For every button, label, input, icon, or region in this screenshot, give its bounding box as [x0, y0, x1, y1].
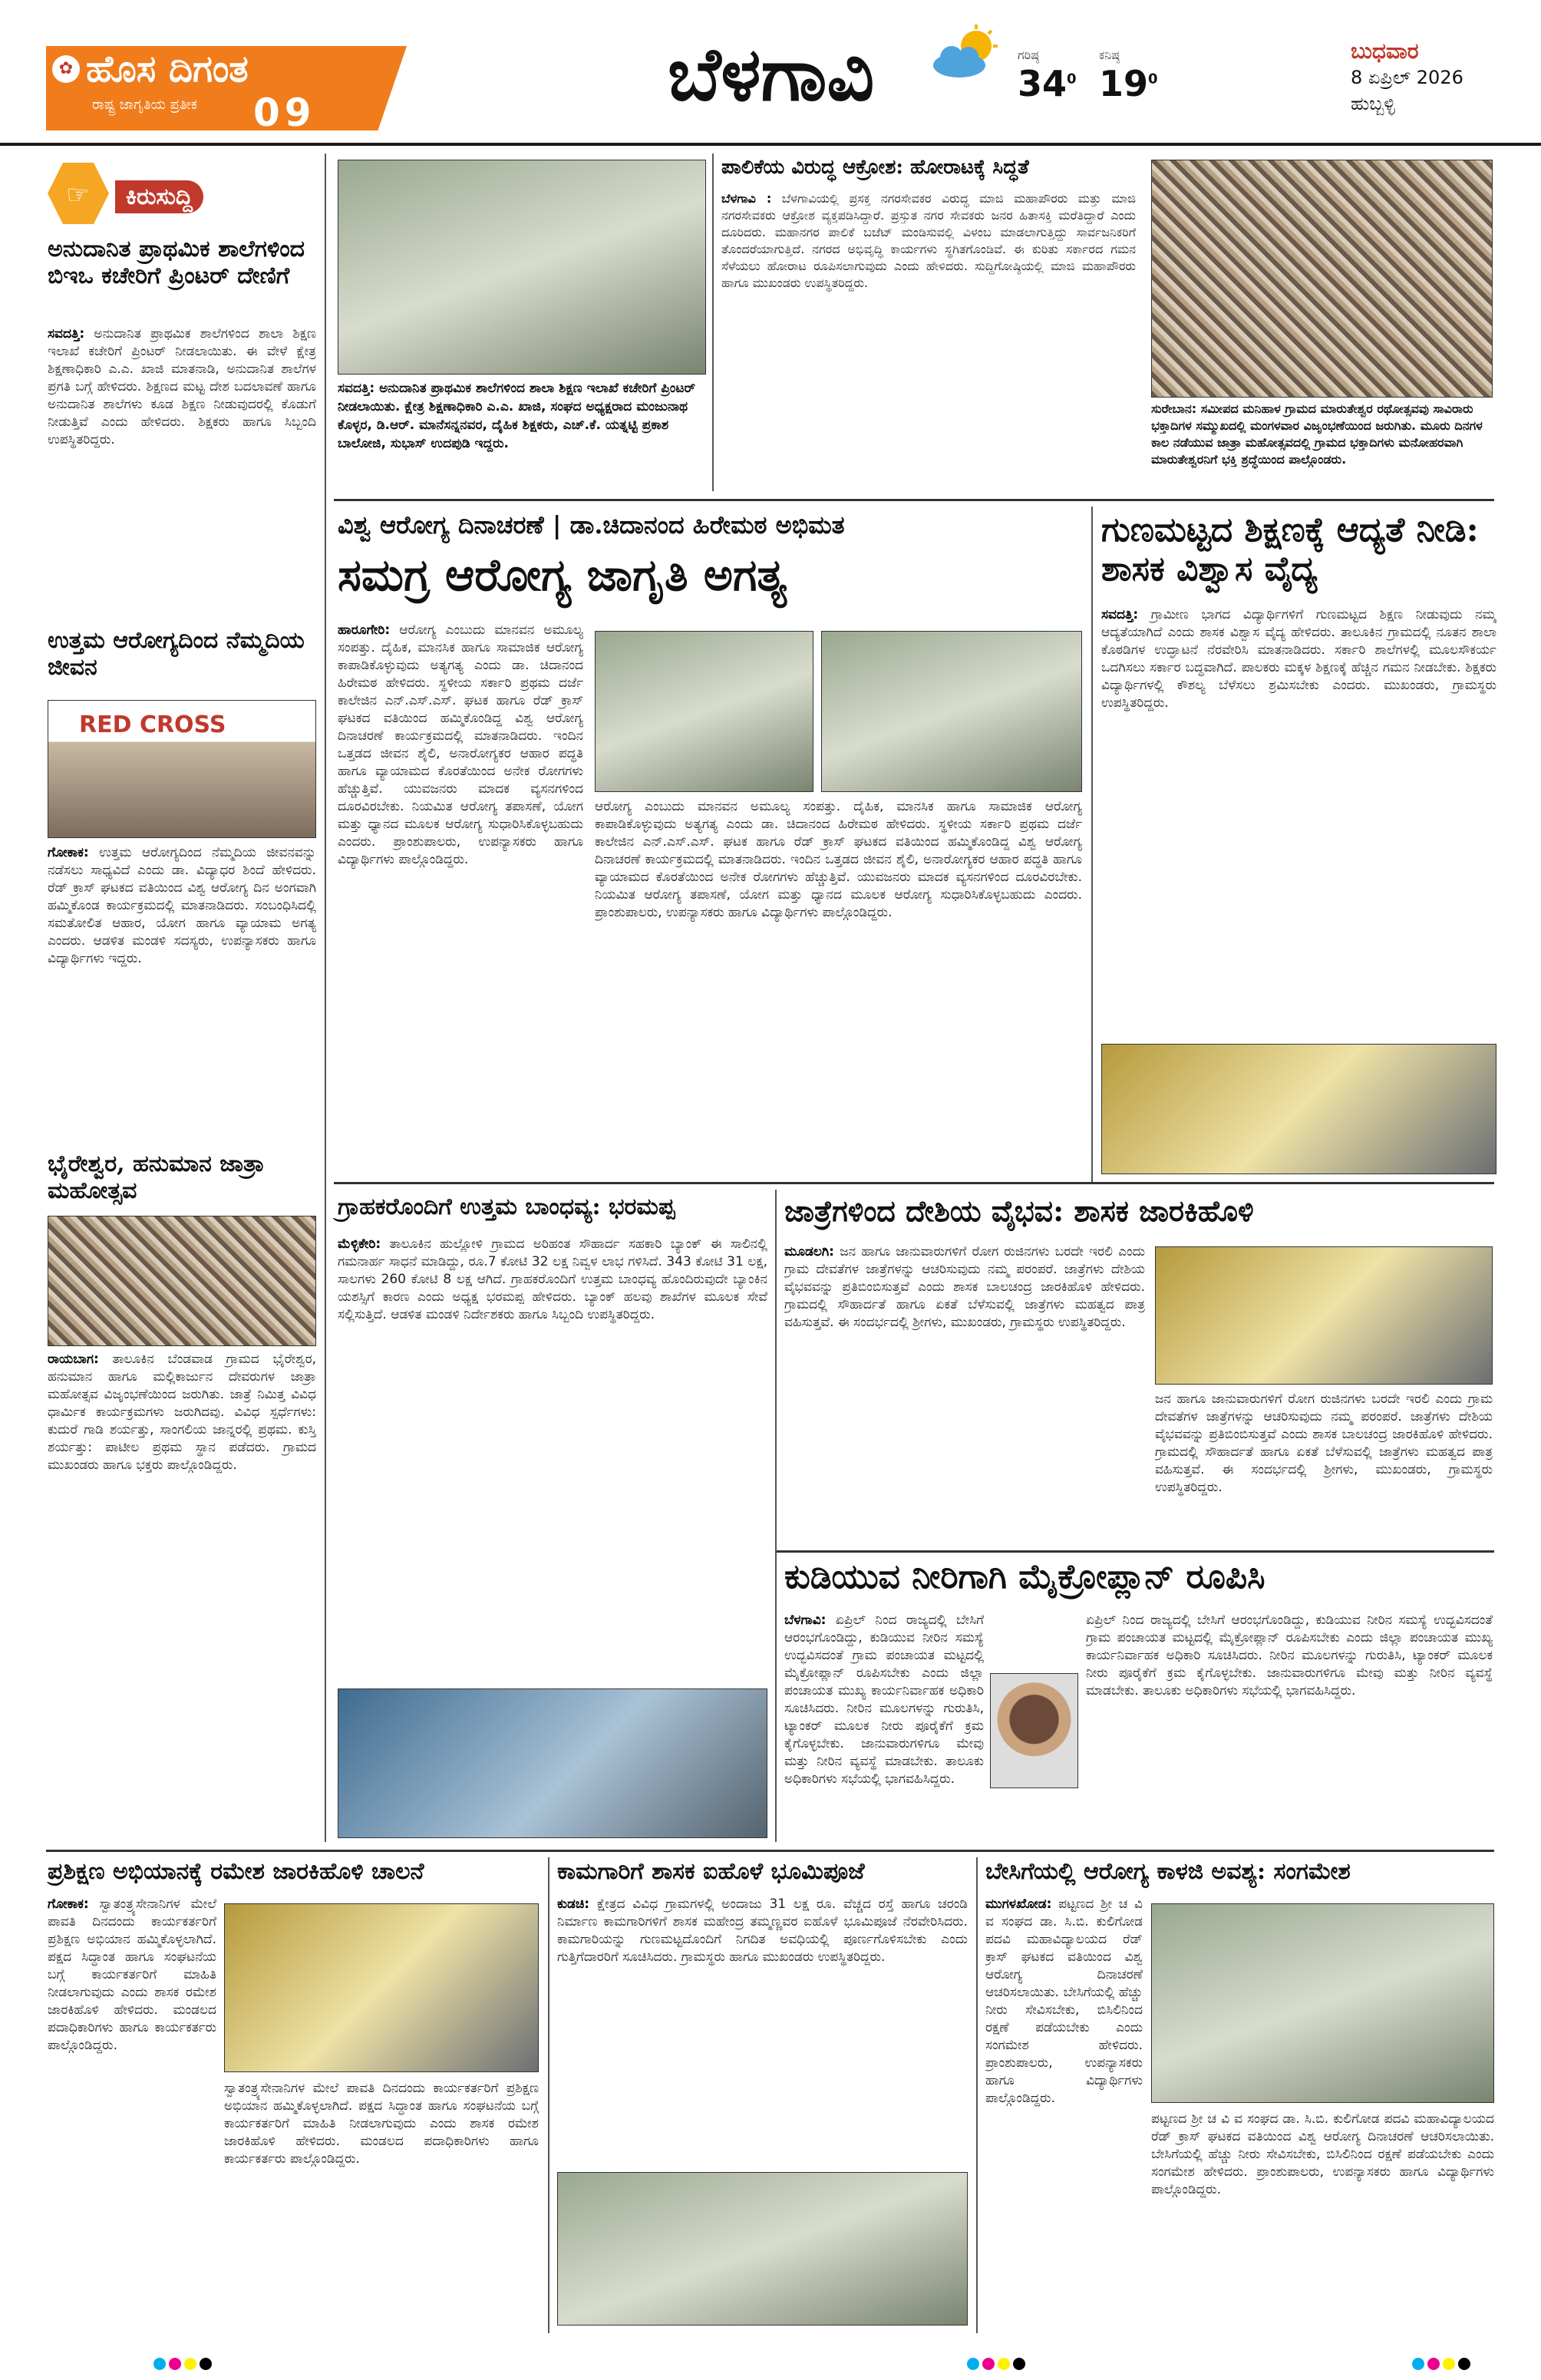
jatre-photo-small [48, 1216, 316, 1346]
water-portrait-photo [990, 1673, 1078, 1788]
brief-2-title: ಉತ್ತಮ ಆರೋಗ್ಯದಿಂದ ನೆಮ್ಮದಿಯ ಜೀವನ [48, 627, 305, 681]
paper-tagline: ರಾಷ್ಟ್ರ ಜಾಗೃತಿಯ ಪ್ರತೀಕ [92, 97, 197, 113]
culture-title: ಜಾತ್ರೆಗಳಿಂದ ದೇಶಿಯ ವೈಭವ: ಶಾಸಕ ಜಾರಕಿಹೊಳಿ [784, 1193, 1254, 1228]
row-divider-4 [46, 1850, 1494, 1852]
max-temp-label: ಗರಿಷ್ಠ [1018, 48, 1039, 62]
row-divider-2 [334, 1182, 1494, 1184]
health-kicker: ವಿಶ್ವ ಆರೋಗ್ಯ ದಿನಾಚರಣೆ | ಡಾ.ಚಿದಾನಂದ ಹಿರೇಮಠ ಅಭಿಮತ [338, 510, 845, 540]
summer-photo [1151, 1903, 1494, 2103]
brief-3-dateline: ರಾಯಬಾಗ: [48, 1352, 99, 1367]
health-dateline: ಹಾರೂಗೇರಿ: [338, 622, 391, 638]
health-body-a [338, 622, 583, 1174]
culture-text: ಜನ ಹಾಗೂ ಜಾನುವಾರುಗಳಿಗೆ ರೋಗ ರುಜಿನಗಳು ಬರದೇ ಇರಲಿ ಎಂದು ಗ್ರಾಮ ದೇವತೆಗಳ ಜಾತ್ರೆಗಳನ್ನು ಆಚರಿಸುವುದು ನಮ್ಮ ಪರಂಪರೆ. ಜಾತ್ರೆಗಳು ದೇಶಿಯ ವೈಭವವನ್ನು ಪ್ರತಿಬಿಂಬಿಸುತ್ತವೆ ಎಂದು ಶಾಸಕ ಬಾಲಚಂದ್ರ ಜಾರಕಿಹೊಳಿ ಹೇಳಿದರು. ಗ್ರಾಮದಲ್ಲಿ ಸೌಹಾರ್ದತೆ ಹಾಗೂ ಏಕತೆ ಬೆಳೆಸುವಲ್ಲಿ ಜಾತ್ರೆಗಳು ಮಹತ್ವದ ಪಾತ್ರ ವಹಿಸುತ್ತವೆ. ಈ ಸಂದರ್ಭದಲ್ಲಿ ಶ್ರೀಗಳು, ಮುಖಂಡರು, ಗ್ರಾಮಸ್ಥರು ಉಪಸ್ಥಿತರಿದ್ದರು. [784, 1244, 1145, 1330]
works-dateline: ಕುಡಚಿ: [557, 1896, 590, 1912]
row-divider-1 [334, 499, 1494, 501]
brief-3-title: ಭೈರೇಶ್ವರ, ಹನುಮಾನ ಜಾತ್ರಾ ಮಹೋತ್ಸವ [48, 1150, 265, 1204]
works-body [557, 1896, 968, 2164]
max-temp: 34 [1018, 63, 1067, 104]
culture-text-cont: ಜನ ಹಾಗೂ ಜಾನುವಾರುಗಳಿಗೆ ರೋಗ ರುಜಿನಗಳು ಬರದೇ ಇರಲಿ ಎಂದು ಗ್ರಾಮ ದೇವತೆಗಳ ಜಾತ್ರೆಗಳನ್ನು ಆಚರಿಸುವುದು ನಮ್ಮ ಪರಂಪರೆ. ಜಾತ್ರೆಗಳು ದೇಶಿಯ ವೈಭವವನ್ನು ಪ್ರತಿಬಿಂಬಿಸುತ್ತವೆ ಎಂದು ಶಾಸಕ ಬಾಲಚಂದ್ರ ಜಾರಕಿಹೊಳಿ ಹೇಳಿದರು. ಗ್ರಾಮದಲ್ಲಿ ಸೌಹಾರ್ದತೆ ಹಾಗೂ ಏಕತೆ ಬೆಳೆಸುವಲ್ಲಿ ಜಾತ್ರೆಗಳು ಮಹತ್ವದ ಪಾತ್ರ ವಹಿಸುತ್ತವೆ. ಈ ಸಂದರ್ಭದಲ್ಲಿ ಶ್ರೀಗಳು, ಮುಖಂಡರು, ಗ್ರಾಮಸ್ಥರು ಉಪಸ್ಥಿತರಿದ್ದರು. [1155, 1391, 1493, 1495]
masthead [0, 0, 1541, 146]
health-text: ಆರೋಗ್ಯ ಎಂಬುದು ಮಾನವನ ಅಮೂಲ್ಯ ಸಂಪತ್ತು. ದೈಹಿಕ, ಮಾನಸಿಕ ಹಾಗೂ ಸಾಮಾಜಿಕ ಆರೋಗ್ಯ ಕಾಪಾಡಿಕೊಳ್ಳುವುದು ಅತ್ಯಗತ್ಯ ಎಂದು ಡಾ. ಚಿದಾನಂದ ಹಿರೇಮಠ ಹೇಳಿದರು. ಸ್ಥಳೀಯ ಸರ್ಕಾರಿ ಪ್ರಥಮ ದರ್ಜೆ ಕಾಲೇಜಿನ ಎನ್.ಎಸ್.ಎಸ್. ಘಟಕ ಹಾಗೂ ರೆಡ್ ಕ್ರಾಸ್ ಘಟಕದ ವತಿಯಿಂದ ಹಮ್ಮಿಕೊಂಡಿದ್ದ ವಿಶ್ವ ಆರೋಗ್ಯ ದಿನಾಚರಣೆ ಕಾರ್ಯಕ್ರಮದಲ್ಲಿ ಮಾತನಾಡಿದರು. ಇಂದಿನ ಒತ್ತಡದ ಜೀವನ ಶೈಲಿ, ಅನಾರೋಗ್ಯಕರ ಆಹಾರ ಪದ್ಧತಿ ಹಾಗೂ ವ್ಯಾಯಾಮದ ಕೊರತೆಯಿಂದ ಅನೇಕ ರೋಗಗಳು ಹೆಚ್ಚುತ್ತಿವೆ. ಯುವಜನರು ಮಾದಕ ವ್ಯಸನಗಳಿಂದ ದೂರವಿರಬೇಕು. ನಿಯಮಿತ ಆರೋಗ್ಯ ತಪಾಸಣೆ, ಯೋಗ ಮತ್ತು ಧ್ಯಾನದ ಮೂಲಕ ಆರೋಗ್ಯ ಸುಧಾರಿಸಿಕೊಳ್ಳಬಹುದು ಎಂದರು. ಪ್ರಾಂಶುಪಾಲರು, ಉಪನ್ಯಾಸಕರು ಹಾಗೂ ವಿದ್ಯಾರ್ಥಿಗಳು ಪಾಲ್ಗೊಂಡಿದ್ದರು. [338, 622, 583, 867]
customer-divider [775, 1190, 777, 1842]
red-cross-photo [48, 700, 316, 838]
customer-body [338, 1236, 767, 1681]
bottom-divider-1 [548, 1857, 549, 2333]
water-text-cont: ಏಪ್ರಿಲ್ ನಿಂದ ರಾಜ್ಯದಲ್ಲಿ ಬೇಸಿಗೆ ಆರಂಭಗೊಂಡಿದ್ದು, ಕುಡಿಯುವ ನೀರಿನ ಸಮಸ್ಯೆ ಉದ್ಭವಿಸದಂತೆ ಗ್ರಾಮ ಪಂಚಾಯತ ಮಟ್ಟದಲ್ಲಿ ಮೈಕ್ರೋಪ್ಲಾನ್ ರೂಪಿಸಬೇಕು ಎಂದು ಜಿಲ್ಲಾ ಪಂಚಾಯತ ಮುಖ್ಯ ಕಾರ್ಯನಿರ್ವಾಹಕ ಅಧಿಕಾರಿ ಸೂಚಿಸಿದರು. ನೀರಿನ ಮೂಲಗಳನ್ನು ಗುರುತಿಸಿ, ಟ್ಯಾಂಕರ್ ಮೂಲಕ ನೀರು ಪೂರೈಕೆಗೆ ಕ್ರಮ ಕೈಗೊಳ್ಳಬೇಕು. ಜಾನುವಾರುಗಳಿಗೂ ಮೇವು ಮತ್ತು ನೀರಿನ ವ್ಯವಸ್ಥೆ ಮಾಡಬೇಕು. ತಾಲೂಕು ಅಧಿಕಾರಿಗಳು ಸಭೆಯಲ್ಲಿ ಭಾಗವಹಿಸಿದ್ದರು. [1086, 1613, 1493, 1698]
quality-dateline: ಸವದತ್ತಿ: [1101, 607, 1139, 622]
top-mid-divider [712, 153, 714, 491]
palike-text: ಬೆಳಗಾವಿಯಲ್ಲಿ ಪ್ರಸಕ್ತ ನಗರಸೇವಕರ ವಿರುದ್ಧ ಮಾಜಿ ಮಹಾಪೌರರು ಮತ್ತು ಮಾಜಿ ನಗರಸೇವಕರು ಆಕ್ರೋಶ ವ್ಯಕ್ತಪಡಿಸಿದ್ದಾರೆ. ಪ್ರಸ್ತುತ ನಗರ ಸೇವಕರು ಜನರ ಹಿತಾಸಕ್ತಿ ಮರೆತಿದ್ದಾರೆ ಎಂದು ದೂರಿದರು. ಮಹಾನಗರ ಪಾಲಿಕೆ ಬಜೆಟ್ ಮಂಡಿಸುವಲ್ಲಿ ವಿಳಂಬ ಮಾಡಲಾಗುತ್ತಿದ್ದು ಸಾರ್ವಜನಿಕರಿಗೆ ತೊಂದರೆಯಾಗುತ್ತಿದೆ. ನಗರದ ಅಭಿವೃದ್ಧಿ ಕಾರ್ಯಗಳು ಸ್ಥಗಿತಗೊಂಡಿವೆ. ಈ ಕುರಿತು ಸರ್ಕಾರದ ಗಮನ ಸೆಳೆಯಲು ಹೋರಾಟ ರೂಪಿಸಲಾಗುವುದು ಎಂದು ಹೇಳಿದರು. ಸುದ್ದಿಗೋಷ್ಠಿಯಲ್ಲಿ ಮಾಜಿ ಮಹಾಪೌರರು ಹಾಗೂ ಮುಖಂಡರು ಉಪಸ್ಥಿತರಿದ್ದರು. [721, 191, 1136, 290]
registration-marks-left [153, 2358, 215, 2373]
culture-body-b [1155, 1391, 1493, 1544]
brief-3-body [48, 1351, 316, 1842]
min-temp-label: ಕನಿಷ್ಠ [1099, 48, 1120, 62]
quality-text: ಗ್ರಾಮೀಣ ಭಾಗದ ವಿದ್ಯಾರ್ಥಿಗಳಿಗೆ ಗುಣಮಟ್ಟದ ಶಿಕ್ಷಣ ನೀಡುವುದು ನಮ್ಮ ಆದ್ಯತೆಯಾಗಿದೆ ಎಂದು ಶಾಸಕ ವಿಶ್ವಾಸ ವೈದ್ಯ ಹೇಳಿದರು. ತಾಲೂಕಿನ ಗ್ರಾಮದಲ್ಲಿ ನೂತನ ಶಾಲಾ ಕೊಠಡಿಗಳ ಉದ್ಘಾಟನೆ ನೆರವೇರಿಸಿ ಮಾತನಾಡಿದರು. ಸರ್ಕಾರಿ ಶಾಲೆಗಳಲ್ಲಿ ಮೂಲಸೌಕರ್ಯ ಒದಗಿಸಲು ಸರ್ಕಾರ ಬದ್ಧವಾಗಿದೆ. ಪಾಲಕರು ಮಕ್ಕಳ ಶಿಕ್ಷಣಕ್ಕೆ ಹೆಚ್ಚಿನ ಗಮನ ನೀಡಬೇಕು. ಶಿಕ್ಷಕರು ವಿದ್ಯಾರ್ಥಿಗಳಲ್ಲಿ ಕೌಶಲ್ಯ ಬೆಳೆಸಲು ಶ್ರಮಿಸಬೇಕು ಎಂದರು. ಮುಖಂಡರು, ಗ್ರಾಮಸ್ಥರು ಉಪಸ್ಥಿತರಿದ್ದರು. [1101, 607, 1496, 711]
pointing-hand-icon: ☞ [66, 180, 90, 210]
row-divider-3 [777, 1550, 1494, 1553]
customer-title: ಗ್ರಾಹಕರೊಂದಿಗೆ ಉತ್ತಮ ಬಾಂಧವ್ಯ: ಭರಮಪ್ಪ [338, 1193, 675, 1220]
training-photo [224, 1903, 539, 2072]
brief-2-dateline: ಗೋಕಾಕ: [48, 845, 89, 860]
training-text: ಸ್ವಾತಂತ್ರ್ಯಸೇನಾನಿಗಳ ಮೇಲೆ ಪಾವತಿ ದಿನದಂದು ಕಾರ್ಯಕರ್ತರಿಗೆ ಪ್ರಶಿಕ್ಷಣ ಅಭಿಯಾನ ಹಮ್ಮಿಕೊಳ್ಳಲಾಗಿದೆ. ಪಕ್ಷದ ಸಿದ್ಧಾಂತ ಹಾಗೂ ಸಂಘಟನೆಯ ಬಗ್ಗೆ ಕಾರ್ಯಕರ್ತರಿಗೆ ಮಾಹಿತಿ ನೀಡಲಾಗುವುದು ಎಂದು ಶಾಸಕ ರಮೇಶ ಜಾರಕಿಹೊಳಿ ಹೇಳಿದರು. ಮಂಡಲದ ಪದಾಧಿಕಾರಿಗಳು ಹಾಗೂ ಕಾರ್ಯಕರ್ತರು ಪಾಲ್ಗೊಂಡಿದ್ದರು. [48, 1896, 216, 2053]
brief-1-text: ಅನುದಾನಿತ ಪ್ರಾಥಮಿಕ ಶಾಲೆಗಳಿಂದ ಶಾಲಾ ಶಿಕ್ಷಣ ಇಲಾಖೆ ಕಚೇರಿಗೆ ಪ್ರಿಂಟರ್ ನೀಡಲಾಯಿತು. ಈ ವೇಳೆ ಕ್ಷೇತ್ರ ಶಿಕ್ಷಣಾಧಿಕಾರಿ ಎ.ಎ. ಖಾಜಿ ಮಾತನಾಡಿ, ಅನುದಾನಿತ ಶಾಲೆಗಳ ಪ್ರಗತಿ ಬಗ್ಗೆ ಹೇಳಿದರು. ಶಿಕ್ಷಣದ ಮಟ್ಟ ದೇಶ ಬದಲಾವಣೆ ಹಾಗೂ ಅನುದಾನಿತ ಶಾಲೆಗಳು ಕೂಡ ಶಿಕ್ಷಣ ನೀಡುವುದರಲ್ಲಿ ಕೊಡುಗೆ ನೀಡುತ್ತಿವೆ ಎಂದು ಹೇಳಿದರು. ಶಿಕ್ಷಕರು ಹಾಗೂ ಸಿಬ್ಬಂದಿ ಉಪಸ್ಥಿತರಿದ್ದರು. [48, 326, 316, 447]
edition-city: ಬೆಳಗಾವಿ [668, 31, 875, 117]
health-text-cont: ಆರೋಗ್ಯ ಎಂಬುದು ಮಾನವನ ಅಮೂಲ್ಯ ಸಂಪತ್ತು. ದೈಹಿಕ, ಮಾನಸಿಕ ಹಾಗೂ ಸಾಮಾಜಿಕ ಆರೋಗ್ಯ ಕಾಪಾಡಿಕೊಳ್ಳುವುದು ಅತ್ಯಗತ್ಯ ಎಂದು ಡಾ. ಚಿದಾನಂದ ಹಿರೇಮಠ ಹೇಳಿದರು. ಸ್ಥಳೀಯ ಸರ್ಕಾರಿ ಪ್ರಥಮ ದರ್ಜೆ ಕಾಲೇಜಿನ ಎನ್.ಎಸ್.ಎಸ್. ಘಟಕ ಹಾಗೂ ರೆಡ್ ಕ್ರಾಸ್ ಘಟಕದ ವತಿಯಿಂದ ಹಮ್ಮಿಕೊಂಡಿದ್ದ ವಿಶ್ವ ಆರೋಗ್ಯ ದಿನಾಚರಣೆ ಕಾರ್ಯಕ್ರಮದಲ್ಲಿ ಮಾತನಾಡಿದರು. ಇಂದಿನ ಒತ್ತಡದ ಜೀವನ ಶೈಲಿ, ಅನಾರೋಗ್ಯಕರ ಆಹಾರ ಪದ್ಧತಿ ಹಾಗೂ ವ್ಯಾಯಾಮದ ಕೊರತೆಯಿಂದ ಅನೇಕ ರೋಗಗಳು ಹೆಚ್ಚುತ್ತಿವೆ. ಯುವಜನರು ಮಾದಕ ವ್ಯಸನಗಳಿಂದ ದೂರವಿರಬೇಕು. ನಿಯಮಿತ ಆರೋಗ್ಯ ತಪಾಸಣೆ, ಯೋಗ ಮತ್ತು ಧ್ಯಾನದ ಮೂಲಕ ಆರೋಗ್ಯ ಸುಧಾರಿಸಿಕೊಳ್ಳಬಹುದು ಎಂದರು. ಪ್ರಾಂಶುಪಾಲರು, ಉಪನ್ಯಾಸಕರು ಹಾಗೂ ವಿದ್ಯಾರ್ಥಿಗಳು ಪಾಲ್ಗೊಂಡಿದ್ದರು. [595, 799, 1082, 920]
training-text-cont: ಸ್ವಾತಂತ್ರ್ಯಸೇನಾನಿಗಳ ಮೇಲೆ ಪಾವತಿ ದಿನದಂದು ಕಾರ್ಯಕರ್ತರಿಗೆ ಪ್ರಶಿಕ್ಷಣ ಅಭಿಯಾನ ಹಮ್ಮಿಕೊಳ್ಳಲಾಗಿದೆ. ಪಕ್ಷದ ಸಿದ್ಧಾಂತ ಹಾಗೂ ಸಂಘಟನೆಯ ಬಗ್ಗೆ ಕಾರ್ಯಕರ್ತರಿಗೆ ಮಾಹಿತಿ ನೀಡಲಾಗುವುದು ಎಂದು ಶಾಸಕ ರಮೇಶ ಜಾರಕಿಹೊಳಿ ಹೇಳಿದರು. ಮಂಡಲದ ಪದಾಧಿಕಾರಿಗಳು ಹಾಗೂ ಕಾರ್ಯಕರ್ತರು ಪಾಲ್ಗೊಂಡಿದ್ದರು. [224, 2081, 539, 2167]
health-photo-speaker [595, 631, 813, 792]
temperature: ಗರಿಷ್ಠ $34^0$ ಕನಿಷ್ಠ $19^0$ [1018, 48, 1171, 104]
palike-body [721, 190, 1136, 490]
weekday: ಬುಧವಾರ [1351, 38, 1419, 64]
chariot-festival-photo [1151, 160, 1493, 398]
training-body-a [48, 1896, 216, 2326]
chariot-festival-caption: ಸುರೇಬಾನ: ಸಮೀಪದ ಮನಿಹಾಳ ಗ್ರಾಮದ ಮಾರುತೇಶ್ವರ ರಥೋತ್ಸವವು ಸಾವಿರಾರು ಭಕ್ತಾದಿಗಳ ಸಮ್ಮುಖದಲ್ಲಿ ಮಂಗಳವಾರ ವಿಜೃಂಭಣೆಯಿಂದ ಜರುಗಿತು. ಮೂರು ದಿನಗಳ ಕಾಲ ನಡೆಯುವ ಜಾತ್ರಾ ಮಹೋತ್ಸವದಲ್ಲಿ ಗ್ರಾಮದ ಭಕ್ತಾದಿಗಳು ಮನೋಹರವಾಗಿ ಮಾರುತೇಶ್ವರನಿಗೆ ಭಕ್ತಿ ಶ್ರದ್ಧೆಯಿಂದ ಪಾಲ್ಗೊಂಡರು. [1151, 401, 1493, 493]
customer-dateline: ಮೆಳ್ಳಿಕೇರಿ: [338, 1236, 381, 1252]
printer-donation-photo [338, 160, 706, 375]
water-body-a [784, 1612, 984, 1842]
summer-body-b [1151, 2111, 1494, 2326]
summer-title: ಬೇಸಿಗೆಯಲ್ಲಿ ಆರೋಗ್ಯ ಕಾಳಜಿ ಅವಶ್ಯ: ಸಂಗಮೇಶ [985, 1858, 1351, 1885]
paper-name: ಹೊಸ ದಿಗಂತ [86, 48, 249, 91]
quality-body [1101, 606, 1496, 1036]
kirusuddi-label: ಕಿರುಸುದ್ದಿ [115, 180, 203, 213]
health-body-b [595, 798, 1082, 1174]
registration-marks-center [967, 2358, 1028, 2373]
dateline-block [1351, 38, 1463, 117]
health-photo-guests [821, 631, 1082, 792]
works-text: ಕ್ಷೇತ್ರದ ವಿವಿಧ ಗ್ರಾಮಗಳಲ್ಲಿ ಅಂದಾಜು 31 ಲಕ್ಷ ರೂ. ವೆಚ್ಚದ ರಸ್ತೆ ಹಾಗೂ ಚರಂಡಿ ನಿರ್ಮಾಣ ಕಾಮಗಾರಿಗಳಿಗೆ ಶಾಸಕ ಮಹೇಂದ್ರ ತಮ್ಮಣ್ಣವರ ಐಹೊಳೆ ಭೂಮಿಪೂಜೆ ನೆರವೇರಿಸಿದರು. ಕಾಮಗಾರಿಯನ್ನು ಗುಣಮಟ್ಟದೊಂದಿಗೆ ನಿಗದಿತ ಅವಧಿಯಲ್ಲಿ ಪೂರ್ಣಗೊಳಿಸಬೇಕು ಎಂದು ಗುತ್ತಿಗೆದಾರರಿಗೆ ಸೂಚಿಸಿದರು. ಗ್ರಾಮಸ್ಥರು ಹಾಗೂ ಮುಖಂಡರು ಉಪಸ್ಥಿತರಿದ್ದರು. [557, 1896, 968, 1965]
palike-dateline: ಬೆಳಗಾವಿ : [721, 191, 772, 206]
partly-cloudy-icon [921, 23, 1013, 84]
brief-3-text: ತಾಲೂಕಿನ ಬೆಂಡವಾಡ ಗ್ರಾಮದ ಭೈರೇಶ್ವರ, ಹನುಮಾನ ಹಾಗೂ ಮಲ್ಲಿಕಾರ್ಜುನ ದೇವರುಗಳ ಜಾತ್ರಾ ಮಹೋತ್ಸವ ವಿಜೃಂಭಣೆಯಿಂದ ಜರುಗಿತು. ಜಾತ್ರೆ ನಿಮಿತ್ತ ವಿವಿಧ ಧಾರ್ಮಿಕ ಕಾರ್ಯಕ್ರಮಗಳು ಜರುಗಿದವು. ವಿವಿಧ ಸ್ಪರ್ಧೆಗಳು: ಕುದುರೆ ಗಾಡಿ ಶರ್ಯತ್ತು, ಸಾಂಗಲಿಯ ಜಾನ್ನರಲ್ಲಿ ಪ್ರಥಮ. ಕುಸ್ತಿ ಶರ್ಯತ್ತು: ಪಾಟೀಲ ಪ್ರಥಮ ಸ್ಥಾನ ಪಡೆದರು. ಗ್ರಾಮದ ಮುಖಂಡರು ಹಾಗೂ ಭಕ್ತರು ಪಾಲ್ಗೊಂಡಿದ್ದರು. [48, 1352, 316, 1473]
training-dateline: ಗೋಕಾಕ: [48, 1896, 89, 1912]
brief-1-body [48, 325, 316, 648]
brief-1-title: ಅನುದಾನಿತ ಪ್ರಾಥಮಿಕ ಶಾಲೆಗಳಿಂದ ಬಿಇಒ ಕಚೇರಿಗೆ ಪ್ರಿಂಟರ್ ದೇಣಿಗೆ [48, 236, 305, 289]
summer-text: ಪಟ್ಟಣದ ಶ್ರೀ ಚ ವಿ ವ ಸಂಘದ ಡಾ. ಸಿ.ಬಿ. ಕುಲಿಗೋಡ ಪದವಿ ಮಹಾವಿದ್ಯಾಲಯದ ರೆಡ್ ಕ್ರಾಸ್ ಘಟಕದ ವತಿಯಿಂದ ವಿಶ್ವ ಆರೋಗ್ಯ ದಿನಾಚರಣೆ ಆಚರಿಸಲಾಯಿತು. ಬೇಸಿಗೆಯಲ್ಲಿ ಹೆಚ್ಚು ನೀರು ಸೇವಿಸಬೇಕು, ಬಿಸಿಲಿನಿಂದ ರಕ್ಷಣೆ ಪಡೆಯಬೇಕು ಎಂದು ಸಂಗಮೇಶ ಹೇಳಿದರು. ಪ್ರಾಂಶುಪಾಲರು, ಉಪನ್ಯಾಸಕರು ಹಾಗೂ ವಿದ್ಯಾರ್ಥಿಗಳು ಪಾಲ್ಗೊಂಡಿದ್ದರು. [985, 1896, 1143, 2106]
red-cross-banner: RED CROSS [79, 711, 226, 738]
health-divider [1091, 507, 1093, 1182]
culture-dateline: ಮೂಡಲಗಿ: [784, 1244, 834, 1259]
health-title: ಸಮಗ್ರ ಆರೋಗ್ಯ ಜಾಗೃತಿ ಅಗತ್ಯ [338, 549, 787, 601]
quality-photo [1101, 1044, 1496, 1174]
palike-title: ಪಾಲಿಕೆಯ ವಿರುದ್ಧ ಆಕ್ರೋಶ: ಹೋರಾಟಕ್ಕೆ ಸಿದ್ಧತೆ [721, 156, 1029, 179]
brief-1-dateline: ಸವದತ್ತಿ: [48, 326, 85, 342]
water-title: ಕುಡಿಯುವ ನೀರಿಗಾಗಿ ಮೈಕ್ರೋಪ್ಲಾನ್ ರೂಪಿಸಿ [784, 1557, 1265, 1596]
emblem-icon: ✿ [52, 55, 80, 83]
bottom-divider-2 [976, 1857, 978, 2333]
min-temp: 19 [1099, 63, 1149, 104]
training-title: ಪ್ರಶಿಕ್ಷಣ ಅಭಿಯಾನಕ್ಕೆ ರಮೇಶ ಜಾರಕಿಹೊಳಿ ಚಾಲನೆ [48, 1858, 424, 1885]
edition-name: ಹುಬ್ಬಳ್ಳಿ [1351, 93, 1395, 114]
quality-title: ಗುಣಮಟ್ಟದ ಶಿಕ್ಷಣಕ್ಕೆ ಆದ್ಯತೆ ನೀಡಿ: ಶಾಸಕ ವಿಶ್ವಾಸ ವೈದ್ಯ [1101, 510, 1479, 589]
printer-donation-caption: ಸವದತ್ತಿ: ಅನುದಾನಿತ ಪ್ರಾಥಮಿಕ ಶಾಲೆಗಳಿಂದ ಶಾಲಾ ಶಿಕ್ಷಣ ಇಲಾಖೆ ಕಚೇರಿಗೆ ಪ್ರಿಂಟರ್ ನೀಡಲಾಯಿತು. ಕ್ಷೇತ್ರ ಶಿಕ್ಷಣಾಧಿಕಾರಿ ಎ.ಎ. ಖಾಜಿ, ಸಂಘದ ಅಧ್ಯಕ್ಷರಾದ ಮಂಜುನಾಥ ಕೊಳ್ಳರ, ಡಿ.ಆರ್. ಮಾನೆಸನ್ನನವರ, ದೈಹಿಕ ಶಿಕ್ಷಕರು, ಎಚ್.ಕೆ. ಯತ್ನಟ್ಟಿ ಪ್ರಕಾಶ ಬಾಲೋಜಿ, ಸುಭಾಸ್ ಉದಪುಡಿ ಇದ್ದರು. [338, 379, 706, 494]
culture-photo [1155, 1246, 1493, 1385]
registration-marks-right [1412, 2358, 1473, 2373]
summer-dateline: ಮುಗಳಖೋಡ: [985, 1896, 1052, 1912]
training-body-b [224, 2080, 539, 2326]
water-text: ಏಪ್ರಿಲ್ ನಿಂದ ರಾಜ್ಯದಲ್ಲಿ ಬೇಸಿಗೆ ಆರಂಭಗೊಂಡಿದ್ದು, ಕುಡಿಯುವ ನೀರಿನ ಸಮಸ್ಯೆ ಉದ್ಭವಿಸದಂತೆ ಗ್ರಾಮ ಪಂಚಾಯತ ಮಟ್ಟದಲ್ಲಿ ಮೈಕ್ರೋಪ್ಲಾನ್ ರೂಪಿಸಬೇಕು ಎಂದು ಜಿಲ್ಲಾ ಪಂಚಾಯತ ಮುಖ್ಯ ಕಾರ್ಯನಿರ್ವಾಹಕ ಅಧಿಕಾರಿ ಸೂಚಿಸಿದರು. ನೀರಿನ ಮೂಲಗಳನ್ನು ಗುರುತಿಸಿ, ಟ್ಯಾಂಕರ್ ಮೂಲಕ ನೀರು ಪೂರೈಕೆಗೆ ಕ್ರಮ ಕೈಗೊಳ್ಳಬೇಕು. ಜಾನುವಾರುಗಳಿಗೂ ಮೇವು ಮತ್ತು ನೀರಿನ ವ್ಯವಸ್ಥೆ ಮಾಡಬೇಕು. ತಾಲೂಕು ಅಧಿಕಾರಿಗಳು ಸಭೆಯಲ್ಲಿ ಭಾಗವಹಿಸಿದ್ದರು. [784, 1613, 984, 1787]
culture-body [784, 1243, 1145, 1543]
issue-date: 8 ಏಪ್ರಿಲ್ 2026 [1351, 67, 1463, 88]
works-title: ಕಾಮಗಾರಿಗೆ ಶಾಸಕ ಐಹೊಳೆ ಭೂಮಿಪೂಜೆ [557, 1858, 865, 1885]
page-number: 09 [253, 91, 316, 135]
summer-body-a [985, 1896, 1143, 2326]
customer-meeting-photo [338, 1688, 767, 1838]
works-photo [557, 2172, 968, 2326]
brief-2-body [48, 844, 316, 1151]
customer-text: ತಾಲೂಕಿನ ಹುಲ್ಲೋಳಿ ಗ್ರಾಮದ ಅರಿಹಂತ ಸೌಹಾರ್ದ ಸಹಕಾರಿ ಬ್ಯಾಂಕ್ ಈ ಸಾಲಿನಲ್ಲಿ ಗಮನಾರ್ಹ ಸಾಧನೆ ಮಾಡಿದ್ದು, ರೂ.7 ಕೋಟಿ 32 ಲಕ್ಷ ನಿವ್ವಳ ಲಾಭ ಗಳಿಸಿದೆ. 343 ಕೋಟಿ 31 ಲಕ್ಷ, ಸಾಲಗಳು 260 ಕೋಟಿ 8 ಲಕ್ಷ ಆಗಿದೆ. ಗ್ರಾಹಕರೊಂದಿಗೆ ಉತ್ತಮ ಬಾಂಧವ್ಯ ಹೊಂದಿರುವುದೇ ಬ್ಯಾಂಕಿನ ಯಶಸ್ಸಿಗೆ ಕಾರಣ ಎಂದು ಅಧ್ಯಕ್ಷ ಭರಮಪ್ಪ ಹೇಳಿದರು. ಬ್ಯಾಂಕ್ ಹಲವು ಶಾಖೆಗಳ ಮೂಲಕ ಸೇವೆ ಸಲ್ಲಿಸುತ್ತಿದೆ. ಆಡಳಿತ ಮಂಡಳಿ ನಿರ್ದೇಶಕರು ಹಾಗೂ ಸಿಬ್ಬಂದಿ ಉಪಸ್ಥಿತರಿದ್ದರು. [338, 1236, 767, 1322]
water-dateline: ಬೆಳಗಾವಿ: [784, 1613, 827, 1628]
summer-text-cont: ಪಟ್ಟಣದ ಶ್ರೀ ಚ ವಿ ವ ಸಂಘದ ಡಾ. ಸಿ.ಬಿ. ಕುಲಿಗೋಡ ಪದವಿ ಮಹಾವಿದ್ಯಾಲಯದ ರೆಡ್ ಕ್ರಾಸ್ ಘಟಕದ ವತಿಯಿಂದ ವಿಶ್ವ ಆರೋಗ್ಯ ದಿನಾಚರಣೆ ಆಚರಿಸಲಾಯಿತು. ಬೇಸಿಗೆಯಲ್ಲಿ ಹೆಚ್ಚು ನೀರು ಸೇವಿಸಬೇಕು, ಬಿಸಿಲಿನಿಂದ ರಕ್ಷಣೆ ಪಡೆಯಬೇಕು ಎಂದು ಸಂಗಮೇಶ ಹೇಳಿದರು. ಪ್ರಾಂಶುಪಾಲರು, ಉಪನ್ಯಾಸಕರು ಹಾಗೂ ವಿದ್ಯಾರ್ಥಿಗಳು ಪಾಲ್ಗೊಂಡಿದ್ದರು. [1151, 2111, 1494, 2197]
water-body-b [1086, 1612, 1493, 1842]
brief-2-text: ಉತ್ತಮ ಆರೋಗ್ಯದಿಂದ ನೆಮ್ಮದಿಯ ಜೀವನವನ್ನು ನಡೆಸಲು ಸಾಧ್ಯವಿದೆ ಎಂದು ಡಾ. ವಿದ್ಯಾಧರ ಶಿಂದೆ ಹೇಳಿದರು. ರೆಡ್ ಕ್ರಾಸ್ ಘಟಕದ ವತಿಯಿಂದ ವಿಶ್ವ ಆರೋಗ್ಯ ದಿನ ಅಂಗವಾಗಿ ಹಮ್ಮಿಕೊಂಡ ಕಾರ್ಯಕ್ರಮದಲ್ಲಿ ಮಾತನಾಡಿದರು. ಸಂಬಂಧಿಸಿದಲ್ಲಿ ಸಮತೋಲಿತ ಆಹಾರ, ಯೋಗ ಹಾಗೂ ವ್ಯಾಯಾಮ ಅಗತ್ಯ ಎಂದರು. ಆಡಳಿತ ಮಂಡಳಿ ಸದಸ್ಯರು, ಉಪನ್ಯಾಸಕರು ಹಾಗೂ ವಿದ್ಯಾರ್ಥಿಗಳು ಇದ್ದರು. [48, 845, 316, 966]
